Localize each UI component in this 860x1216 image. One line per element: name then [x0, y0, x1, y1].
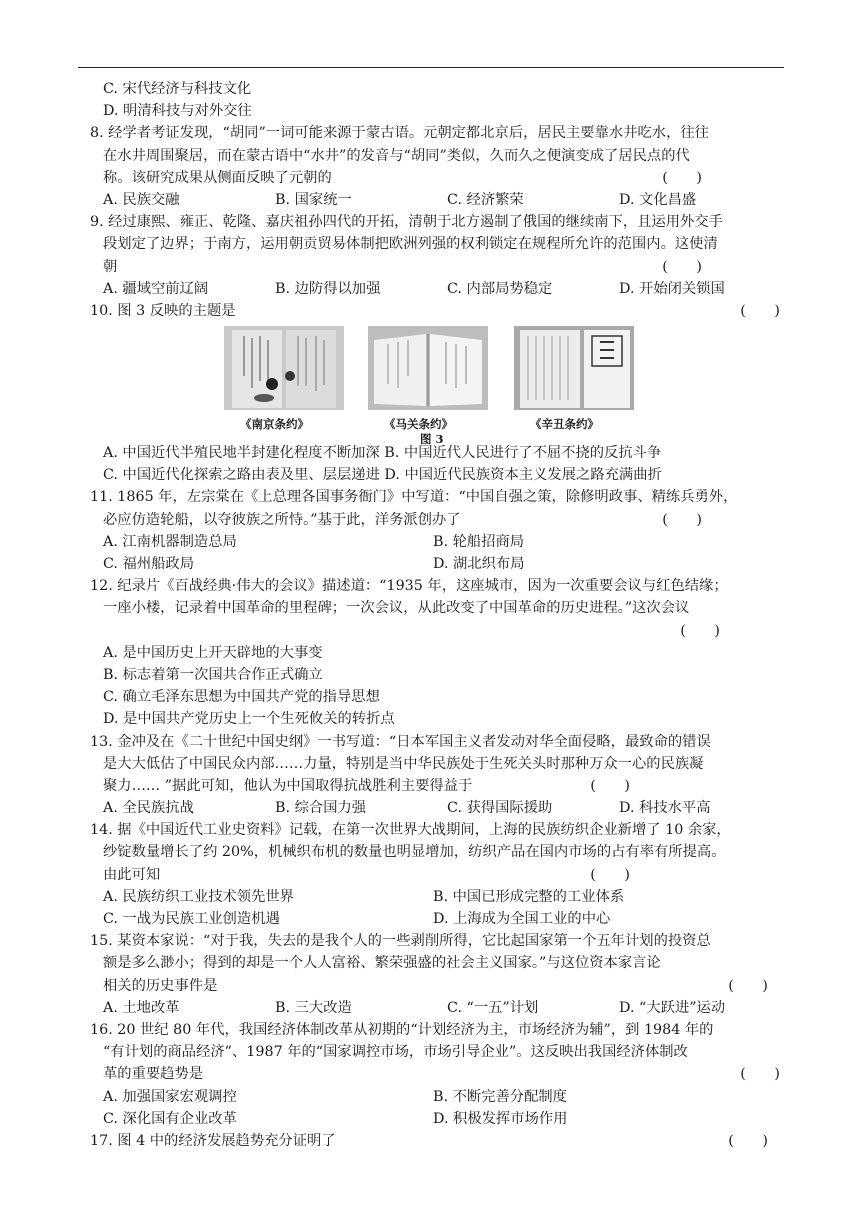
q9-line1: 9. 经过康熙、雍正、乾隆、嘉庆祖孙四代的开拓，清朝于北方遏制了俄国的继续南下，且运用外交手: [90, 214, 723, 231]
q14-options-ab: [90, 886, 780, 908]
q9-line2: 段划定了边界；于南方，运用朝贡贸易体制把欧洲列强的权利锁定在规程所允许的范围内。这使清: [103, 236, 718, 253]
q12-option-d: D. 是中国共产党历史上一个生死攸关的转折点: [103, 711, 395, 728]
caption-xinchou: 《辛丑条约》: [530, 417, 599, 432]
nanjing-treaty-photo: [224, 326, 344, 410]
option-c-prev: C. 宋代经济与科技文化: [103, 81, 252, 97]
q15-option-a: A. 土地改革: [103, 999, 180, 1016]
q14-line1: 14. 据《中国近代工业史资料》记载，在第一次世界大战期间，上海的民族纺织企业新增了 10 余家，: [90, 822, 731, 839]
q15-option-b: B. 三大改造: [275, 999, 352, 1016]
q12-option-a: A. 是中国历史上开天辟地的大事变: [103, 644, 323, 661]
header-rule: [78, 67, 784, 68]
q15-text: 相关的历史事件是: [103, 977, 218, 994]
q16-text: 革的重要趋势是: [103, 1066, 204, 1083]
q14-option-d: D. 上海成为全国工业的中心: [433, 911, 611, 927]
q10-text: 10. 图 3 反映的主题是: [90, 302, 236, 319]
figure-3: [90, 322, 780, 447]
caption-maguan: 《马关条约》: [384, 417, 453, 432]
q15-line3: [90, 975, 780, 997]
q13-option-d: D. 科技水平高: [619, 800, 711, 817]
q16-answer-paren: ( ): [740, 1066, 780, 1083]
q17-answer-paren: ( ): [728, 1132, 768, 1149]
q16-option-b: B. 不断完善分配制度: [433, 1088, 567, 1105]
q12-line1: 12. 纪录片《百战经典·伟大的会议》描述道：“1935 年，这座城市，因为一次重要会议与红色结缘；: [90, 578, 728, 595]
q13-option-a: A. 全民族抗战: [103, 800, 194, 817]
q9-answer-paren: ( ): [662, 258, 702, 275]
q13-line2: 是大大低估了中国民众内部……力量，特别是当中华民族处于生死关头时那种万众一心的民族凝: [103, 755, 704, 772]
q14-option-b: B. 中国已形成完整的工业体系: [433, 888, 625, 905]
q16-option-d: D. 积极发挥市场作用: [433, 1110, 568, 1127]
q9-option-d: D. 开始闭关锁国: [619, 280, 725, 297]
q14-text: 由此可知: [103, 866, 161, 883]
q8-line2: 在水井周围聚居，而在蒙古语中“水井”的发音与“胡同”类似，久而久之便演变成了居民点的代: [103, 147, 690, 164]
q13-line3: [90, 775, 780, 797]
q8-option-c: C. 经济繁荣: [447, 191, 524, 208]
q11-options-cd: [90, 553, 780, 575]
q16-line2: “有计划的商品经济”、1987 年的“国家调控市场，市场引导企业”。这反映出我国经济体制改: [103, 1044, 688, 1061]
q15-options: [90, 997, 780, 1019]
q8-line3: [90, 167, 780, 189]
q11-option-a: A. 江南机器制造总局: [103, 533, 237, 550]
q15-option-d: D. “大跃进”运动: [619, 999, 726, 1016]
q15-answer-paren: ( ): [728, 977, 768, 994]
q9-line3: [90, 256, 780, 278]
q11-option-d: D. 湖北织布局: [433, 556, 525, 572]
q13-option-c: C. 获得国际援助: [447, 800, 553, 817]
caption-nanjing: 《南京条约》: [240, 417, 309, 432]
q13-line1: 13. 金冲及在《二十世纪中国史纲》一书写道：“日本军国主义者发动对华全面侵略，最致命的错误: [90, 733, 711, 750]
q14-options-cd: [90, 908, 780, 930]
q8-line1: 8. 经学者考证发现，“胡同”一词可能来源于蒙古语。元朝定都北京后，居民主要靠水井吃水，往往: [90, 125, 709, 142]
q16-option-c: C. 深化国有企业改革: [103, 1110, 237, 1127]
q10-line1: [90, 300, 780, 322]
q8-answer-paren: ( ): [662, 169, 702, 186]
q11-options-ab: [90, 531, 780, 553]
q8-options: [90, 189, 780, 211]
q8-text: 称。该研究成果从侧面反映了元朝的: [103, 169, 332, 186]
q10-answer-paren: ( ): [740, 302, 780, 319]
question-content: [90, 78, 780, 1152]
q16-line1: 16. 20 世纪 80 年代，我国经济体制改革从初期的“计划经济为主，市场经济为辅”，到 1984 年的: [90, 1021, 714, 1038]
q11-option-c: C. 福州船政局: [103, 556, 195, 572]
q17-text: 17. 图 4 中的经济发展趋势充分证明了: [90, 1132, 336, 1149]
q12-option-b: B. 标志着第一次国共合作正式确立: [103, 666, 323, 683]
q9-option-a: A. 疆域空前辽阔: [103, 280, 209, 297]
q8-option-a: A. 民族交融: [103, 191, 180, 208]
q12-line2: 一座小楼，记录着中国革命的里程碑；一次会议，从此改变了中国革命的历史进程。”这次会议: [103, 600, 690, 617]
q11-line1: 11. 1865 年，左宗棠在《上总理各国事务衙门》中写道：“中国自强之策，除修明政事、精练兵勇外，: [90, 489, 738, 506]
q15-line2: 额是多么渺小；得到的却是一个人人富裕、繁荣强盛的社会主义国家。”与这位资本家言论: [103, 955, 661, 972]
q14-answer-paren: ( ): [590, 866, 630, 883]
option-d-prev: D. 明清科技与对外交往: [103, 103, 252, 120]
q16-line3: [90, 1063, 780, 1085]
q17-line1: [90, 1130, 780, 1152]
q8-option-b: B. 国家统一: [275, 191, 352, 208]
xinchou-treaty-photo: [514, 326, 634, 410]
q10-options-ab: A. 中国近代半殖民地半封建化程度不断加深 B. 中国近代人民进行了不屈不挠的反抗斗争: [103, 445, 662, 462]
q14-line3: [90, 864, 780, 886]
q13-option-b: B. 综合国力强: [275, 800, 367, 817]
q14-option-a: A. 民族纺织工业技术领先世界: [103, 888, 294, 905]
q16-options-ab: [90, 1086, 780, 1108]
q13-text: 聚力…… ”据此可知，他认为中国取得抗战胜利主要得益于: [103, 777, 473, 794]
figure-3-label: 图 3: [420, 432, 444, 447]
q12-answer-paren: ( ): [680, 622, 720, 639]
q8-option-d: D. 文化昌盛: [619, 191, 697, 208]
q11-text: 必应仿造轮船，以夺彼族之所恃。”基于此，洋务派创办了: [103, 511, 461, 528]
q14-line2: 纱锭数量增长了约 20%，机械织布机的数量也明显增加，纺织产品在国内市场的占有率有所提高。: [103, 844, 726, 861]
q9-text: 朝: [103, 258, 118, 275]
q16-options-cd: [90, 1108, 780, 1130]
q9-option-b: B. 边防得以加强: [275, 280, 381, 297]
q10-options-cd: C. 中国近代化探索之路由表及里、层层递进 D. 中国近代民族资本主义发展之路充满曲折: [103, 467, 662, 484]
q13-options: [90, 797, 780, 819]
q15-line1: 15. 某资本家说：“对于我，失去的是我个人的一些剥削所得，它比起国家第一个五年计划的投资总: [90, 933, 711, 950]
q9-options: [90, 278, 780, 300]
q15-option-c: C. “一五”计划: [447, 999, 539, 1016]
q11-answer-paren: ( ): [662, 511, 702, 528]
q9-option-c: C. 内部局势稳定: [447, 280, 553, 297]
q12-option-c: C. 确立毛泽东思想为中国共产党的指导思想: [103, 689, 380, 706]
q11-line2: [90, 509, 780, 531]
maguan-treaty-photo: [368, 326, 488, 410]
q16-option-a: A. 加强国家宏观调控: [103, 1088, 237, 1105]
q11-option-b: B. 轮船招商局: [433, 533, 525, 550]
q14-option-c: C. 一战为民族工业创造机遇: [103, 911, 280, 927]
q12-paren-line: [90, 620, 780, 642]
q13-answer-paren: ( ): [590, 777, 630, 794]
